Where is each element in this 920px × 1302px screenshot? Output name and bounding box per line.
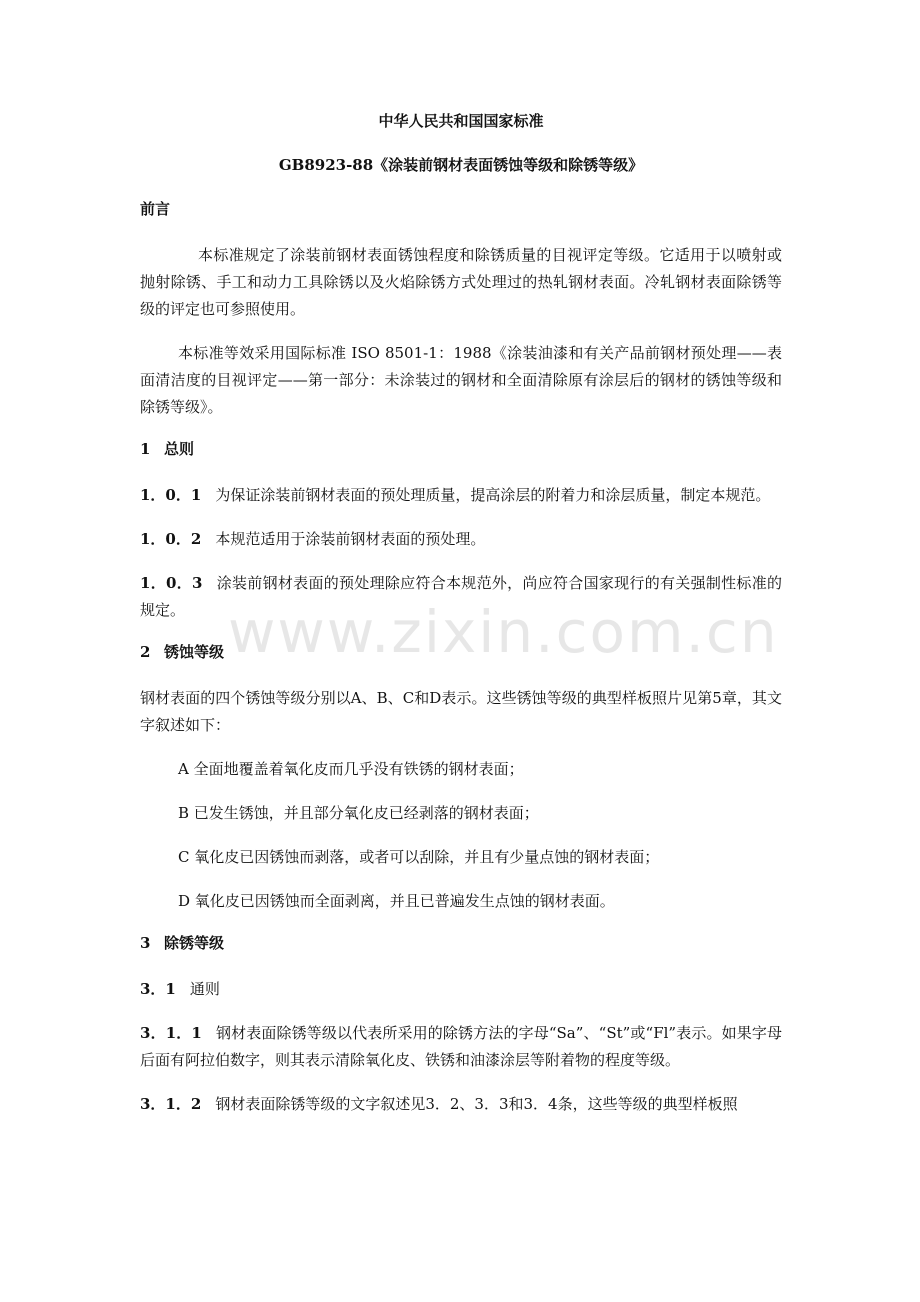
clause-number: 3．1．2: [140, 1095, 202, 1113]
section-number: 2: [140, 643, 151, 661]
clause-number: 3．1: [140, 980, 176, 998]
clause-text: 本规范适用于涂装前钢材表面的预处理。: [215, 530, 486, 548]
document-subtitle: GB8923-88《涂装前钢材表面锈蚀等级和除锈等级》: [278, 156, 644, 174]
section-title: 锈蚀等级: [164, 643, 225, 661]
clause-text: 钢材表面除锈等级的文字叙述见3．2、3．3和3．4条，这些等级的典型样板照: [215, 1095, 738, 1113]
section-3-heading: [140, 932, 782, 954]
clause-text: 涂装前钢材表面的预处理除应符合本规范外，尚应符合国家现行的有关强制性标准的规定。: [140, 574, 782, 619]
document-title: 中华人民共和国国家标准: [378, 112, 544, 130]
grade-item-c: C 氧化皮已因锈蚀而剥落，或者可以刮除，并且有少量点蚀的钢材表面；: [178, 848, 660, 866]
clause-1-0-3: [140, 570, 782, 624]
section-2-heading: [140, 641, 782, 663]
section-title: 除锈等级: [164, 934, 225, 952]
clause-3-1-1: [140, 1020, 782, 1074]
clause-3-1: [140, 976, 782, 1003]
clause-3-1-2: [140, 1091, 782, 1118]
grade-item-d: D 氧化皮已因锈蚀而全面剥离，并且已普遍发生点蚀的钢材表面。: [178, 892, 615, 910]
section-title: 总则: [164, 440, 195, 458]
clause-number: 1．0．1: [140, 486, 202, 504]
clause-text: 为保证涂装前钢材表面的预处理质量，提高涂层的附着力和涂层质量，制定本规范。: [215, 486, 771, 504]
clause-number: 3．1．1: [140, 1024, 202, 1042]
clause-number: 1．0．3: [140, 574, 203, 592]
foreword-paragraph-1: 本标准规定了涂装前钢材表面锈蚀程度和除锈质量的目视评定等级。它适用于以喷射或抛射除锈、手工和动力工具除锈以及火焰除锈方式处理过的热轧钢材表面。冷轧钢材表面除锈等级的评定也可参照使用。: [140, 246, 782, 318]
grade-item-a: A 全面地覆盖着氧化皮而几乎没有铁锈的钢材表面；: [178, 760, 524, 778]
clause-1-0-2: [140, 526, 782, 553]
foreword-paragraph-2: 本标准等效采用国际标准 ISO 8501-1：1988《涂装油漆和有关产品前钢材预处理——表面清洁度的目视评定——第一部分：未涂装过的钢材和全面清除原有涂层后的钢材的锈蚀等级和除锈等级》。: [140, 344, 782, 416]
section-number: 3: [140, 934, 151, 952]
section-number: 1: [140, 440, 151, 458]
foreword-heading: 前言: [140, 200, 171, 218]
clause-number: 1．0．2: [140, 530, 202, 548]
grade-item-b: B 已发生锈蚀，并且部分氧化皮已经剥落的钢材表面；: [178, 804, 539, 822]
clause-1-0-1: [140, 482, 782, 509]
clause-text: 钢材表面除锈等级以代表所采用的除锈方法的字母“Sa”、“St”或“Fl”表示。如果字母后面有阿拉伯数字，则其表示清除氧化皮、铁锈和油漆涂层等附着物的程度等级。: [140, 1024, 783, 1069]
section-1-heading: [140, 438, 782, 460]
section-2-intro: 钢材表面的四个锈蚀等级分别以A、B、C和D表示。这些锈蚀等级的典型样板照片见第5章，其文字叙述如下：: [140, 689, 782, 734]
clause-text: 通则: [189, 980, 220, 998]
document-page: [140, 110, 782, 1135]
watermark: www.zixin.com.cn: [228, 598, 779, 666]
